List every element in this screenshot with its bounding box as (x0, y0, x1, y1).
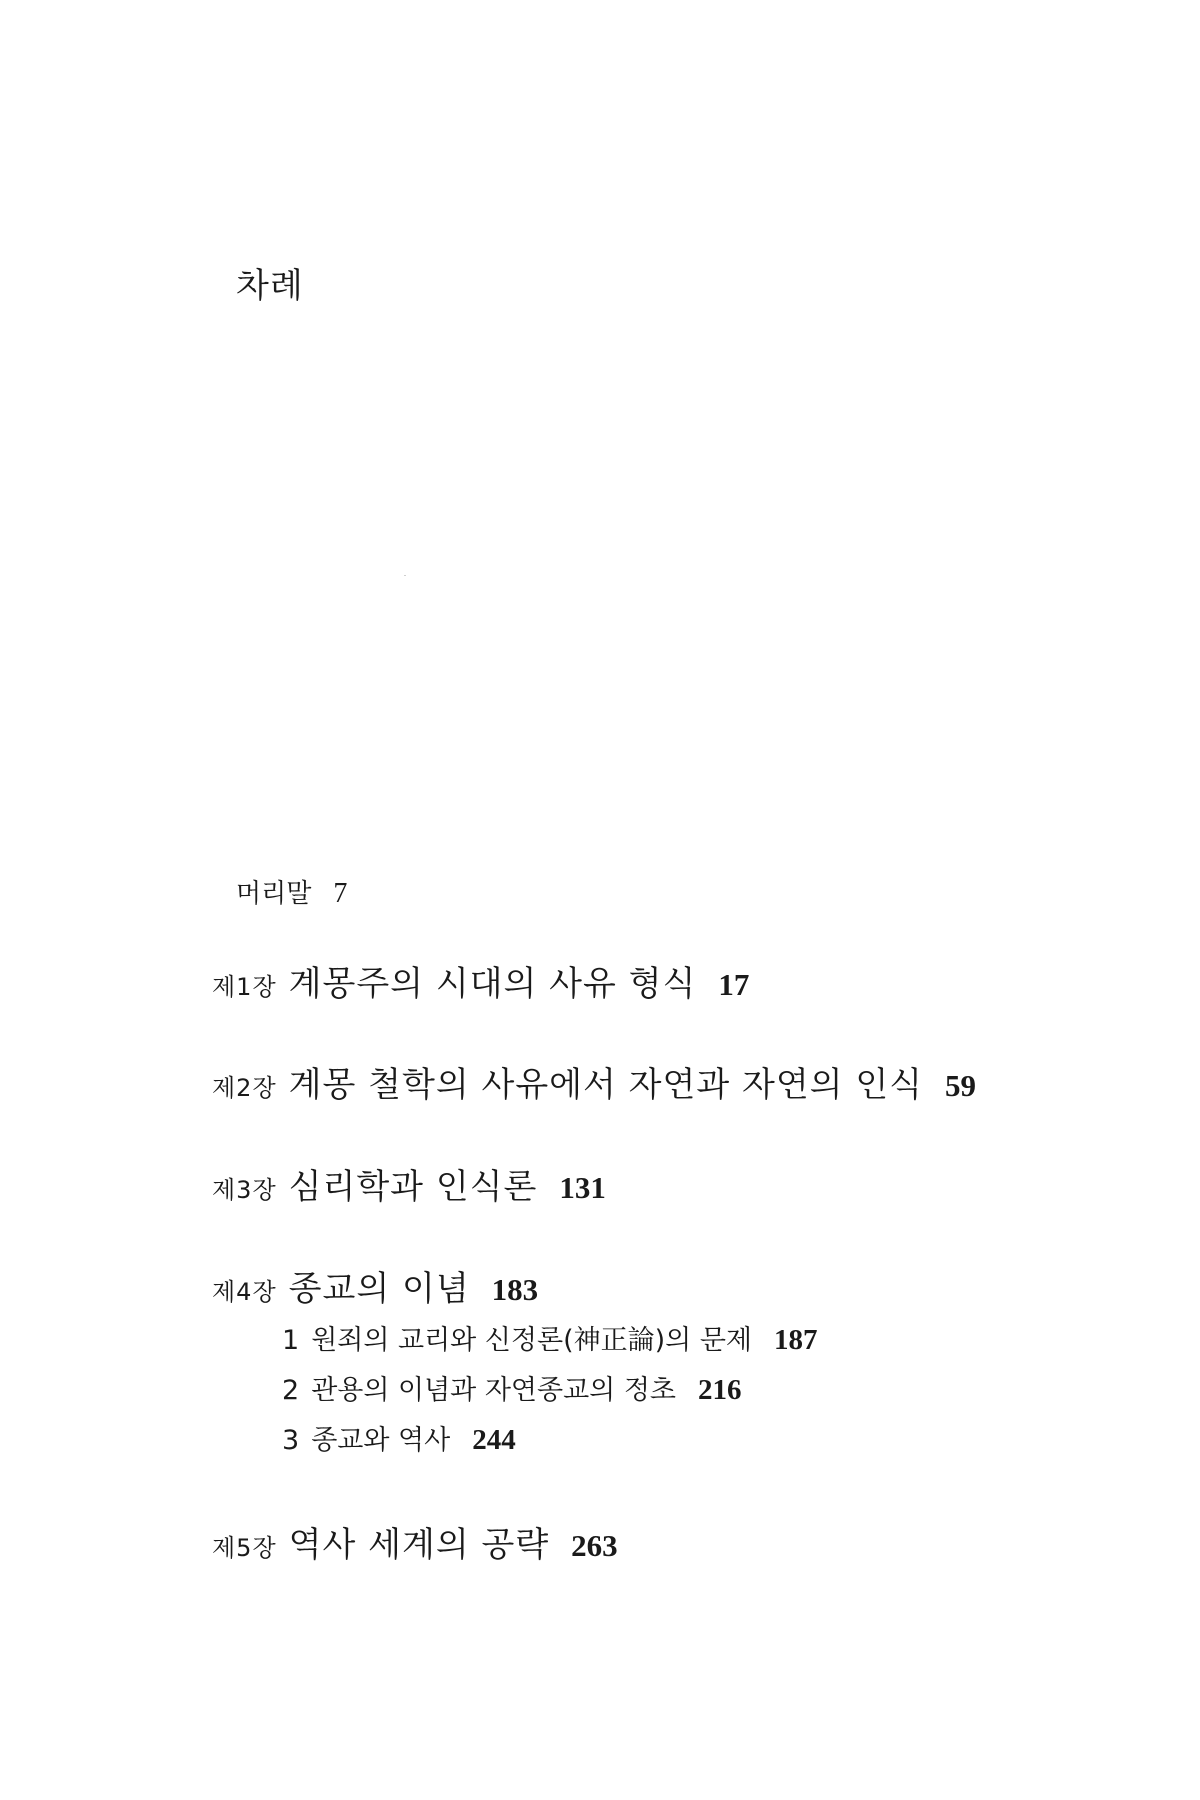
chapter-title: 계몽주의 시대의 사유 형식 (288, 964, 697, 1004)
toc-entry-section-4-2[interactable] (282, 1368, 742, 1407)
preface-label: 머리말 (236, 879, 312, 909)
chapter-page-number: 263 (571, 1528, 618, 1563)
chapter-title: 역사 세계의 공략 (288, 1525, 550, 1565)
page-title: 차례 (236, 266, 304, 306)
toc-entry-chapter-1[interactable] (212, 956, 749, 1005)
chapter-title: 계몽 철학의 사유에서 자연과 자연의 인식 (288, 1065, 924, 1105)
toc-entry-chapter-4[interactable] (212, 1261, 538, 1310)
chapter-number: 제2장 (212, 1074, 277, 1102)
section-title: 원죄의 교리와 신정론(神正論)의 문제 (311, 1325, 752, 1356)
chapter-page-number: 183 (491, 1272, 539, 1307)
toc-entry-chapter-3[interactable] (212, 1159, 606, 1208)
section-number: 3 (282, 1425, 300, 1456)
section-title: 관용의 이념과 자연종교의 정초 (311, 1375, 677, 1406)
section-title: 종교와 역사 (311, 1425, 451, 1456)
chapter-number: 제4장 (212, 1278, 277, 1306)
chapter-page-number: 131 (559, 1170, 606, 1205)
section-number: 1 (282, 1325, 300, 1356)
chapter-number: 제3장 (212, 1176, 277, 1204)
chapter-title: 종교의 이념 (288, 1269, 470, 1309)
preface-page-number: 7 (333, 878, 348, 909)
section-page-number: 187 (774, 1324, 818, 1356)
toc-entry-preface[interactable] (236, 873, 347, 910)
chapter-number: 제1장 (212, 973, 277, 1001)
chapter-title: 심리학과 인식론 (288, 1167, 538, 1207)
section-page-number: 244 (472, 1424, 516, 1456)
chapter-number: 제5장 (212, 1534, 277, 1562)
chapter-page-number: 59 (945, 1068, 977, 1103)
toc-entry-chapter-5[interactable] (212, 1517, 618, 1566)
section-number: 2 (282, 1375, 300, 1406)
scan-speck (404, 575, 406, 576)
chapter-page-number: 17 (718, 967, 750, 1002)
toc-entry-section-4-1[interactable] (282, 1318, 818, 1357)
toc-entry-chapter-2[interactable] (212, 1057, 976, 1106)
toc-entry-section-4-3[interactable] (282, 1418, 516, 1457)
section-page-number: 216 (698, 1374, 742, 1406)
